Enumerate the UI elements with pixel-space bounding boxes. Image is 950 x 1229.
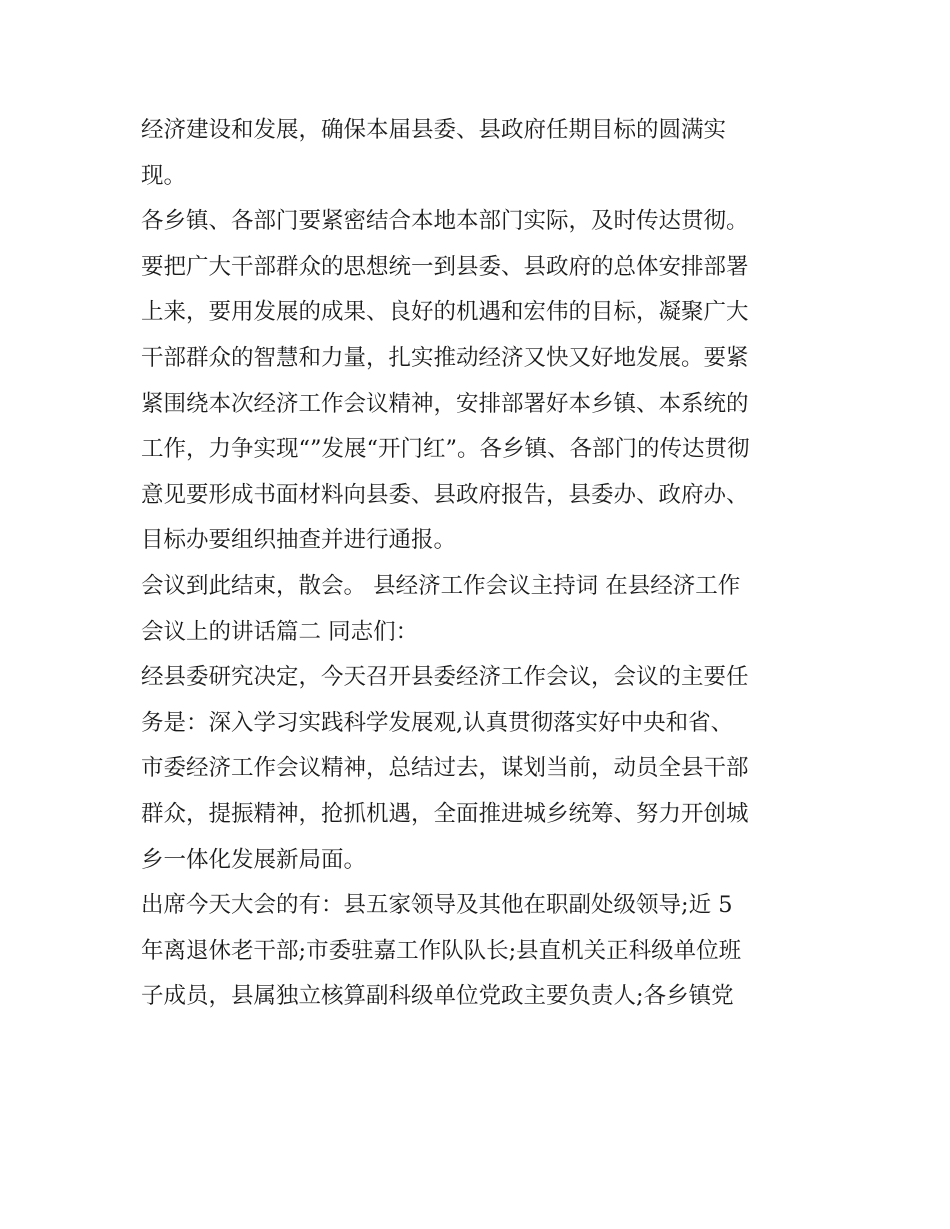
text-line: 意见要形成书面材料向县委、县政府报告，县委办、政府办、 <box>141 481 749 508</box>
text-line: 经济建设和发展，确保本届县委、县政府任期目标的圆满实 <box>141 117 727 143</box>
text-line: 乡一体化发展新局面。 <box>141 846 367 873</box>
text-line: 出席今天大会的有：县五家领导及其他在职副处级领导;近 5 <box>141 892 733 919</box>
text-line: 现。 <box>141 162 187 189</box>
text-line: 会议到此结束，散会。 县经济工作会议主持词 在县经济工作 <box>141 572 741 599</box>
text-line: 市委经济工作会议精神，总结过去，谋划当前，动员全县干部 <box>141 755 749 782</box>
text-line: 目标办要组织抽查并进行通报。 <box>141 527 457 554</box>
text-line: 各乡镇、各部门要紧密结合本地本部门实际，及时传达贯彻。 <box>141 208 749 235</box>
text-line: 工作，力争实现“”发展“开门红”。各乡镇、各部门的传达贯彻 <box>141 436 750 463</box>
paragraph-implementation-instructions <box>141 199 821 564</box>
text-line: 会议上的讲话篇二 同志们： <box>141 618 419 645</box>
paragraph-meeting-purpose <box>141 655 821 883</box>
text-line: 要把广大干部群众的思想统一到县委、县政府的总体安排部署 <box>141 253 749 280</box>
text-line: 经县委研究决定，今天召开县委经济工作会议，会议的主要任 <box>141 664 749 691</box>
text-line: 干部群众的智慧和力量，扎实推动经济又快又好地发展。要紧 <box>141 344 749 371</box>
document-body <box>141 108 821 1020</box>
paragraph-conclusion-of-development <box>141 108 821 199</box>
text-line: 子成员，县属独立核算副科级单位党政主要负责人;各乡镇党 <box>141 983 734 1010</box>
text-line: 年离退休老干部;市委驻嘉工作队队长;县直机关正科级单位班 <box>141 937 742 964</box>
paragraph-meeting-close <box>141 564 821 655</box>
text-line: 务是：深入学习实践科学发展观,认真贯彻落实好中央和省、 <box>141 709 734 736</box>
paragraph-attendees <box>141 883 821 1020</box>
text-line: 上来，要用发展的成果、良好的机遇和宏伟的目标，凝聚广大 <box>141 299 749 326</box>
text-line: 群众，提振精神，抢抓机遇，全面推进城乡统筹、努力开创城 <box>141 800 749 827</box>
text-line: 紧围绕本次经济工作会议精神，安排部署好本乡镇、本系统的 <box>141 390 749 417</box>
